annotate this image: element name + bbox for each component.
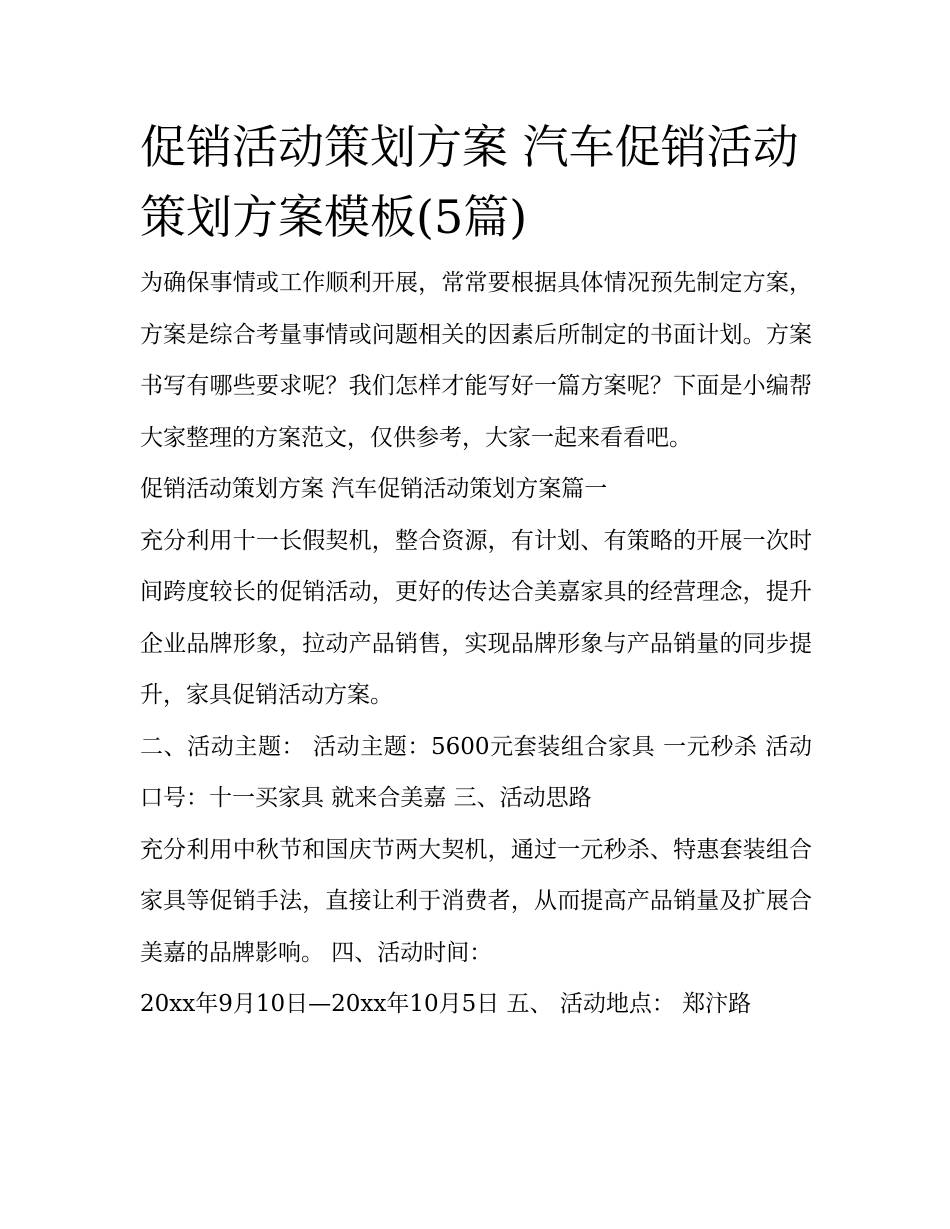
body-paragraph: 充分利用十一长假契机，整合资源，有计划、有策略的开展一次时间跨度较长的促销活动，更好的传达合美嘉家具的经营理念，提升企业品牌形象，拉动产品销售，实现品牌形象与产品销量的同步提升，家具促销活动方案。 (140, 527, 812, 708)
document-title: 促销活动策划方案 汽车促销活动策划方案模板(5篇) (140, 120, 799, 244)
body-paragraph: 充分利用中秋节和国庆节两大契机，通过一元秒杀、特惠套装组合家具等促销手法，直接让利于消费者，从而提高产品销量及扩展合美嘉的品牌影响。 四、活动时间： (140, 836, 812, 966)
document-page (140, 112, 812, 1031)
body-paragraph: 二、活动主题： 活动主题：5600元套装组合家具 一元秒杀 活动口号：十一买家具 就来合美嘉 三、活动思路 (140, 733, 812, 811)
section-heading: 促销活动策划方案 汽车促销活动策划方案篇一 (140, 476, 608, 502)
intro-paragraph: 为确保事情或工作顺利开展，常常要根据具体情况预先制定方案，方案是综合考量事情或问题相关的因素后所制定的书面计划。方案书写有哪些要求呢？我们怎样才能写好一篇方案呢？下面是小编帮大家整理的方案范文，仅供参考，大家一起来看看吧。 (140, 270, 812, 451)
body-paragraph: 20xx年9月10日—20xx年10月5日 五、 活动地点： 郑汴路 (140, 991, 752, 1017)
